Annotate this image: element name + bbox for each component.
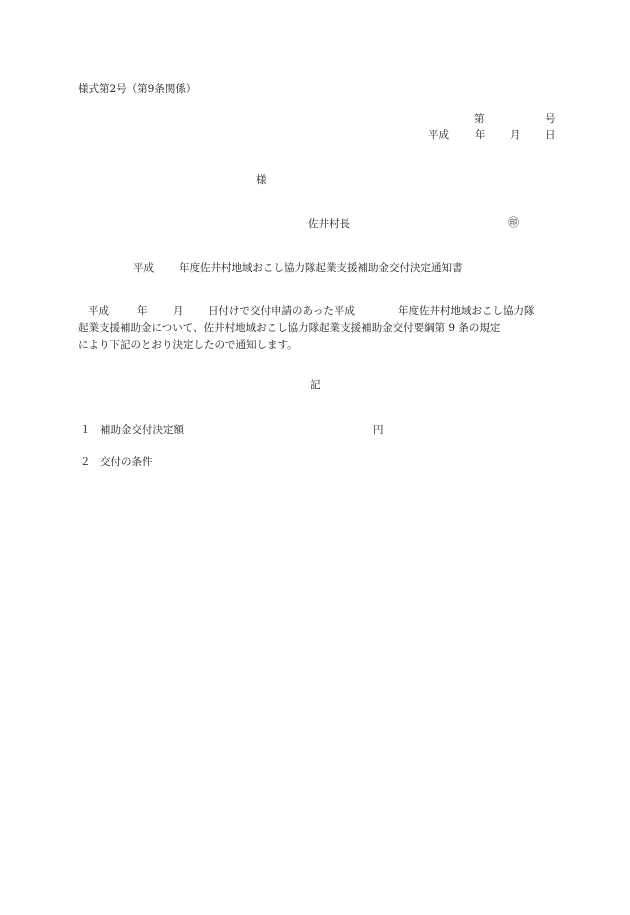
body-rest: 年度佐井村地域おこし協力隊 [398,305,535,317]
body-day-text: 日付けで交付申請のあった平成 [208,305,355,317]
ref-go: 号 [545,113,556,125]
body-month: 月 [173,305,184,317]
item-1-label: 補助金交付決定額 [100,424,184,436]
date-month: 月 [510,129,521,141]
document-title: 年度佐井村地域おこし協力隊起業支援補助金交付決定通知書 [179,262,463,274]
date-year: 年 [475,129,486,141]
item-1-unit: 円 [373,424,384,436]
body-line-3: により下記のとおり決定したので通知します。 [78,339,298,351]
body-year: 年 [137,305,148,317]
date-era: 平成 [428,129,449,141]
sender-name: 佐井村長 [308,218,350,230]
ki-heading: 記 [310,379,321,391]
seal-mark: ㊞ [508,216,519,229]
item-2-number: ２ [80,456,91,468]
date-day: 日 [545,129,556,141]
form-label: 様式第2号（第9条関係） [78,83,197,95]
ref-dai: 第 [474,113,485,125]
item-1-number: １ [80,424,91,436]
title-era: 平成 [133,262,154,274]
body-era: 平成 [88,305,109,317]
item-2-label: 交付の条件 [100,456,153,468]
body-line-2: 起業支援補助金について、佐井村地域おこし協力隊起業支援補助金交付要綱第 9 条の規定 [78,322,501,334]
addressee-suffix: 様 [256,174,267,186]
